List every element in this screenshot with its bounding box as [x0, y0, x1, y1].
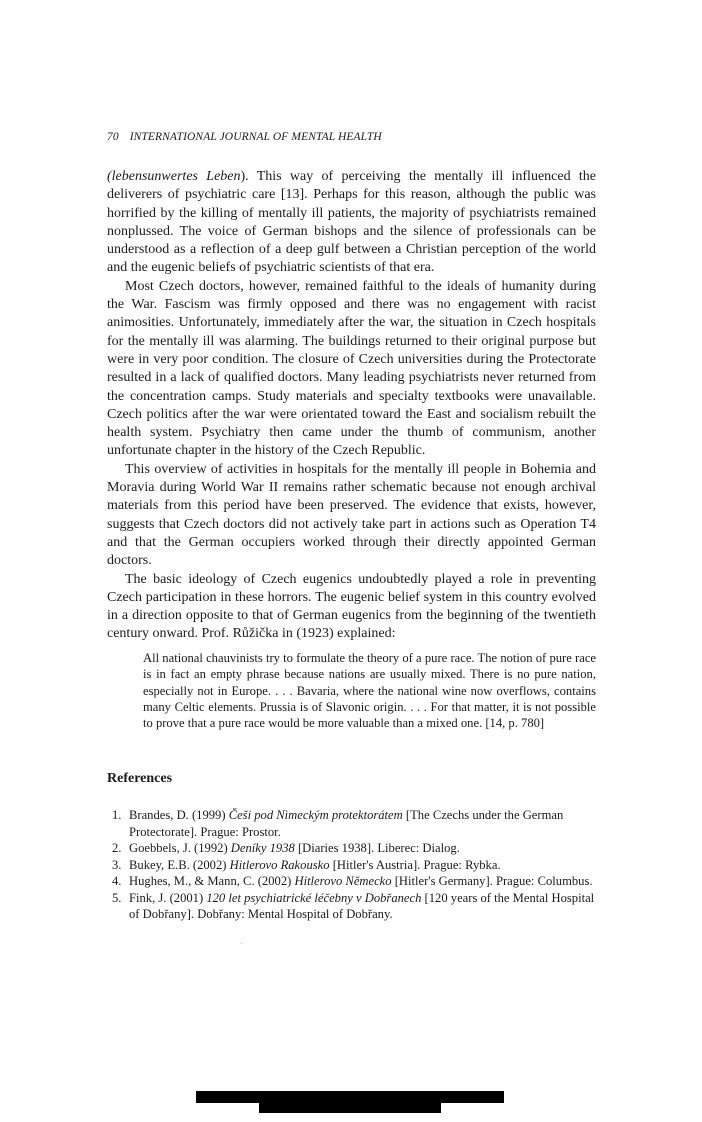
paragraph-3: This overview of activities in hospitals for the mentally ill people in Bohemia and Moravia during World War II remains rather schematic because not enough archival materials from this period have been preserved. The evidence that exists, however, suggests that Czech doctors did not actively take part in actions such as Operation T4 and that the German occupiers worked through their directly appointed German doctors.: [107, 461, 596, 569]
paragraph-1: [107, 168, 596, 278]
block-quote: All national chauvinists try to formulate the theory of a pure race. The notion of pure race is in fact an empty phrase because nations are usually mixed. There is no pure nation, especially not in Europe. . . . Bavaria, where the national wine now overflows, contains many Celtic elements. Prussia is of Slavonic origin. . . . For that matter, it is not possible to prove that a pure race would be more valuable than a mixed one. [14, p. 780]: [143, 651, 596, 731]
reference-details: [Hitler's Austria]. Prague: Rybka.: [329, 857, 501, 872]
paragraph-1-italic: (lebensunwertes Leben: [107, 169, 241, 184]
reference-item: [112, 890, 596, 923]
reference-item: [112, 807, 596, 840]
reference-number: 3.: [112, 857, 122, 872]
scan-artifact: [241, 943, 242, 944]
reference-item: [112, 873, 596, 890]
page-number: 70: [107, 131, 119, 143]
journal-title: INTERNATIONAL JOURNAL OF MENTAL HEALTH: [129, 131, 382, 143]
reference-details: [120 years of the Mental Hospital of Dobřany]. Dobřany: Mental Hospital of Dobřany.: [129, 890, 595, 921]
body-text: [107, 168, 596, 644]
reference-details: [Hitler's Germany]. Prague: Columbus.: [391, 874, 593, 888]
reference-title: 120 let psychiatrické léčebny v Dobřanech: [206, 890, 422, 905]
footer-redaction-bar-lower: [259, 1102, 441, 1113]
running-header: [107, 131, 382, 143]
reference-number: 2.: [112, 841, 122, 855]
reference-title: Hitlerovo Rakousko: [229, 857, 330, 872]
reference-item: [112, 840, 596, 857]
reference-author: Hughes, M., & Mann, C. (2002): [129, 874, 295, 888]
reference-details: [The Czechs under the German Protectorate]. Prague: Prostor.: [129, 808, 564, 839]
reference-title: Deníky 1938: [230, 841, 295, 855]
reference-number: 4.: [112, 874, 122, 888]
paragraph-1-text: ). This way of perceiving the mentally ill influenced the deliverers of psychiatric care [13]. Perhaps for this reason, although the public was horrified by the killing of mentally ill patients, the majority of psychiatrists remained nonplussed. The voice of German bishops and the silence of professionals can be understood as a reflection of a deep gulf between a Christian perception of the world and the eugenic beliefs of psychiatric scientists of that era.: [107, 169, 596, 276]
reference-author: Goebbels, J. (1992): [129, 841, 231, 855]
reference-author: Brandes, D. (1999): [129, 808, 229, 822]
reference-number: 5.: [112, 890, 122, 905]
references-heading: References: [107, 771, 173, 786]
reference-number: 1.: [112, 808, 122, 822]
reference-title: Češi pod Nìmeckým protektorátem: [228, 808, 403, 822]
reference-item: [112, 857, 596, 874]
reference-details: [Diaries 1938]. Liberec: Dialog.: [294, 841, 460, 855]
reference-title: Hitlerovo Německo: [294, 874, 392, 888]
references-list: [112, 807, 596, 923]
paragraph-4: The basic ideology of Czech eugenics undoubtedly played a role in preventing Czech participation in these horrors. The eugenic belief system in this country evolved in a direction opposite to that of German eugenics from the beginning of the twentieth century onward. Prof. Růžička in (1923) explained:: [107, 571, 596, 642]
paragraph-2: Most Czech doctors, however, remained faithful to the ideals of humanity during the War. Fascism was firmly opposed and there was no engagement with racist animosities. Unfortunately, immediately after the war, the situation in Czech hospitals for the mentally ill was alarming. The buildings returned to their original purpose but were in very poor condition. The closure of Czech universities during the Protectorate resulted in a lack of qualified doctors. Many leading psychiatrists never returned from the concentration camps. Study materials and specialty textbooks were unavailable. Czech politics after the war were orientated toward the East and socialism rebuilt the health system. Psychiatry then came under the thumb of communism, another unfortunate chapter in the history of the Czech Republic.: [107, 278, 596, 459]
reference-author: Bukey, E.B. (2002): [129, 857, 230, 872]
reference-author: Fink, J. (2001): [129, 890, 207, 905]
